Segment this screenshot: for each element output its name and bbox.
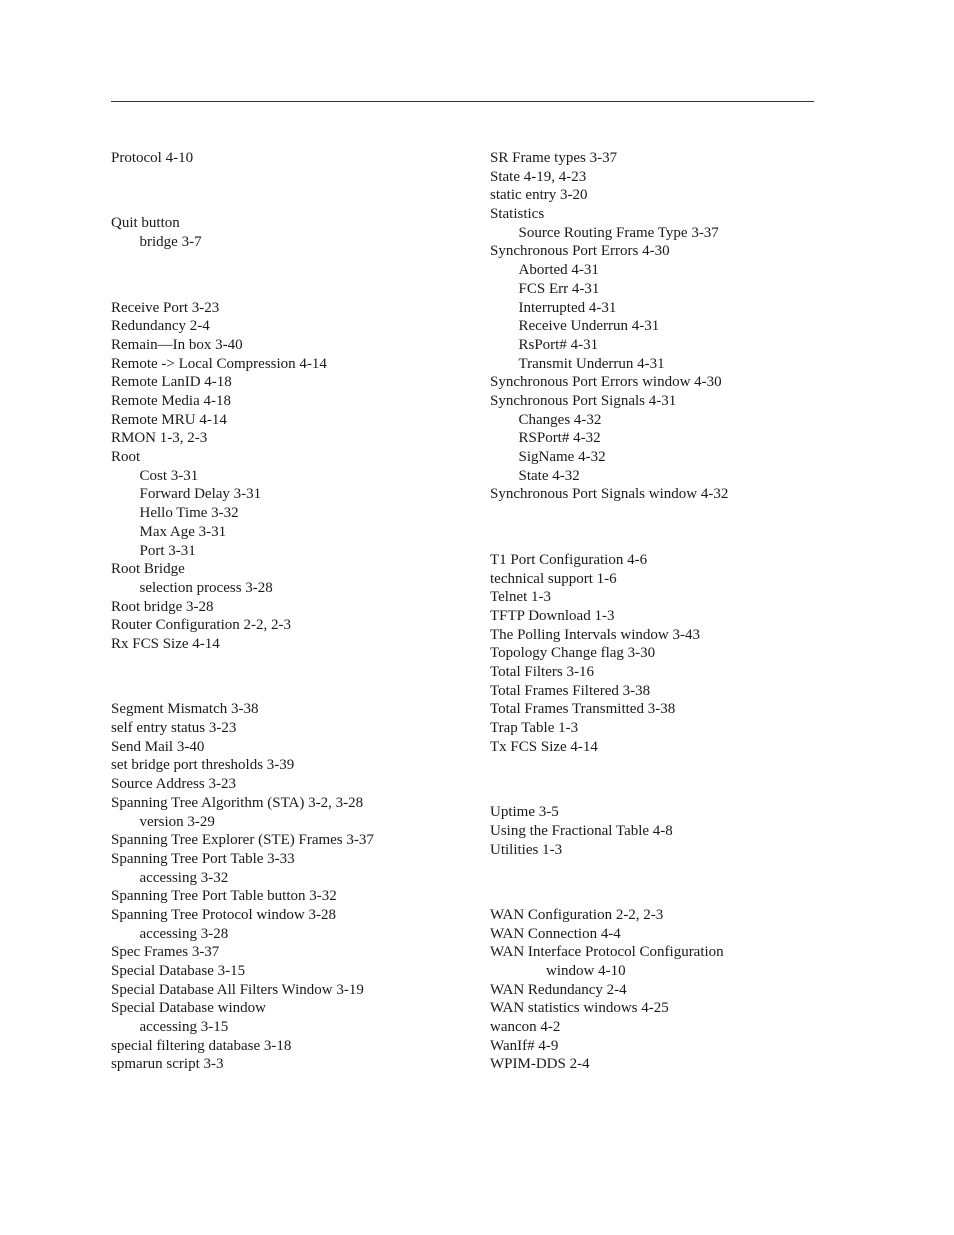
index-entry: Telnet 1-3 — [490, 589, 552, 606]
letter-group-gap — [111, 654, 441, 701]
index-entry: WAN Interface Protocol Configuration — [490, 944, 724, 961]
header-rule — [111, 101, 814, 102]
index-entry: Uptime 3-5 — [490, 804, 559, 821]
letter-group-gap — [111, 252, 441, 299]
index-subentry: accessing 3-15 — [139, 1019, 229, 1036]
index-subentry: Max Age 3-31 — [139, 523, 227, 540]
index-entry: Topology Change flag 3-30 — [490, 645, 656, 662]
index-entry: Synchronous Port Errors 4-30 — [490, 243, 670, 260]
index-entry: Router Configuration 2-2, 2-3 — [111, 617, 291, 634]
index-entry: Receive Port 3-23 — [111, 299, 220, 316]
index-entry: Redundancy 2-4 — [111, 318, 210, 335]
index-entry: Rx FCS Size 4-14 — [111, 635, 220, 652]
index-subentry: bridge 3-7 — [139, 234, 202, 251]
index-entry: State 4-19, 4-23 — [490, 168, 587, 185]
index-entry: Synchronous Port Signals window 4-32 — [490, 486, 729, 503]
index-entry: self entry status 3-23 — [111, 720, 237, 737]
index-entry: wancon 4-2 — [490, 1019, 561, 1036]
index-subentry: window 4-10 — [546, 963, 626, 979]
index-entry: Root — [111, 449, 141, 466]
index-entry: Trap Table 1-3 — [490, 720, 579, 736]
index-subentry: Transmit Underrun 4-31 — [518, 355, 665, 372]
index-subentry: version 3-29 — [139, 813, 215, 830]
index-subentry: RSPort# 4-32 — [518, 430, 601, 447]
letter-group-gap — [111, 168, 441, 215]
index-entry: Special Database window — [111, 1000, 266, 1017]
index-entry: The Polling Intervals window 3-43 — [490, 626, 700, 643]
index-entry: Segment Mismatch 3-38 — [111, 701, 259, 718]
index-entry: Remote Media 4-18 — [111, 393, 231, 409]
index-entry: Spanning Tree Algorithm (STA) 3-2, 3-28 — [111, 794, 364, 811]
index-entry: Quit button — [111, 215, 180, 232]
index-entry: Spanning Tree Explorer (STE) Frames 3-37 — [111, 832, 374, 849]
index-column-right — [490, 149, 820, 1074]
letter-group-gap — [490, 859, 820, 906]
index-subentry: accessing 3-28 — [139, 925, 229, 942]
index-entry: WAN Redundancy 2-4 — [490, 981, 627, 998]
index-subentry: Forward Delay 3-31 — [139, 486, 262, 503]
index-entry: Root Bridge — [111, 561, 185, 578]
index-subentry: selection process 3-28 — [139, 579, 273, 596]
index-subentry: Changes 4-32 — [518, 411, 602, 428]
index-entry: Protocol 4-10 — [111, 150, 194, 166]
index-entry: WPIM-DDS 2-4 — [490, 1056, 590, 1073]
index-entry: Total Filters 3-16 — [490, 663, 594, 680]
index-entry: WAN Connection 4-4 — [490, 925, 621, 942]
index-entry: Spec Frames 3-37 — [111, 944, 220, 961]
index-entry: Send Mail 3-40 — [111, 738, 205, 755]
index-entry: static entry 3-20 — [490, 187, 588, 204]
index-subentry: SigName 4-32 — [518, 449, 606, 465]
index-subentry: Source Routing Frame Type 3-37 — [518, 224, 719, 241]
index-entry: special filtering database 3-18 — [111, 1037, 292, 1054]
index-entry: TFTP Download 1-3 — [490, 607, 615, 624]
index-entry: Remote MRU 4-14 — [111, 411, 227, 428]
index-subentry: FCS Err 4-31 — [518, 280, 600, 297]
index-entry: Special Database 3-15 — [111, 963, 246, 979]
index-entry: Statistics — [490, 206, 545, 223]
index-entry: Tx FCS Size 4-14 — [490, 738, 598, 755]
index-subentry: accessing 3-32 — [139, 869, 229, 886]
letter-group-gap — [490, 756, 820, 803]
index-entry: Synchronous Port Errors window 4-30 — [490, 374, 722, 391]
index-entry: Utilities 1-3 — [490, 841, 563, 858]
index-entry: Total Frames Transmitted 3-38 — [490, 701, 676, 718]
index-entry: WAN statistics windows 4-25 — [490, 1000, 669, 1017]
index-entry: WanIf# 4-9 — [490, 1037, 559, 1054]
index-subentry: Cost 3-31 — [139, 467, 199, 484]
index-entry: Spanning Tree Port Table button 3-32 — [111, 888, 337, 905]
index-entry: Synchronous Port Signals 4-31 — [490, 392, 677, 409]
index-entry: spmarun script 3-3 — [111, 1056, 224, 1073]
letter-group-gap — [490, 504, 820, 551]
index-entry: set bridge port thresholds 3-39 — [111, 757, 295, 774]
index-entry: WAN Configuration 2-2, 2-3 — [490, 906, 664, 923]
index-entry: Remote LanID 4-18 — [111, 374, 232, 391]
index-entry: Root bridge 3-28 — [111, 598, 214, 615]
index-entry: Spanning Tree Port Table 3-33 — [111, 850, 295, 867]
index-entry: Special Database All Filters Window 3-19 — [111, 981, 364, 998]
index-entry: Remain—In box 3-40 — [111, 336, 243, 353]
index-entry: SR Frame types 3-37 — [490, 150, 618, 166]
index-entry: Total Frames Filtered 3-38 — [490, 682, 651, 699]
index-subentry: Aborted 4-31 — [518, 262, 599, 279]
index-subentry: Hello Time 3-32 — [139, 505, 239, 522]
index-column-left — [111, 149, 441, 1074]
index-entry: Using the Fractional Table 4-8 — [490, 822, 673, 839]
index-entry: Remote -> Local Compression 4-14 — [111, 355, 327, 372]
index-subentry: Port 3-31 — [139, 542, 196, 559]
index-entry: technical support 1-6 — [490, 570, 617, 587]
index-entry: RMON 1-3, 2-3 — [111, 430, 208, 447]
index-subentry: Interrupted 4-31 — [518, 299, 617, 316]
index-entry: Source Address 3-23 — [111, 776, 236, 793]
index-entry: Spanning Tree Protocol window 3-28 — [111, 906, 336, 923]
index-subentry: Receive Underrun 4-31 — [518, 318, 660, 335]
index-subentry: State 4-32 — [518, 467, 580, 484]
index-subentry: RsPort# 4-31 — [518, 336, 599, 353]
index-entry: T1 Port Configuration 4-6 — [490, 551, 648, 568]
